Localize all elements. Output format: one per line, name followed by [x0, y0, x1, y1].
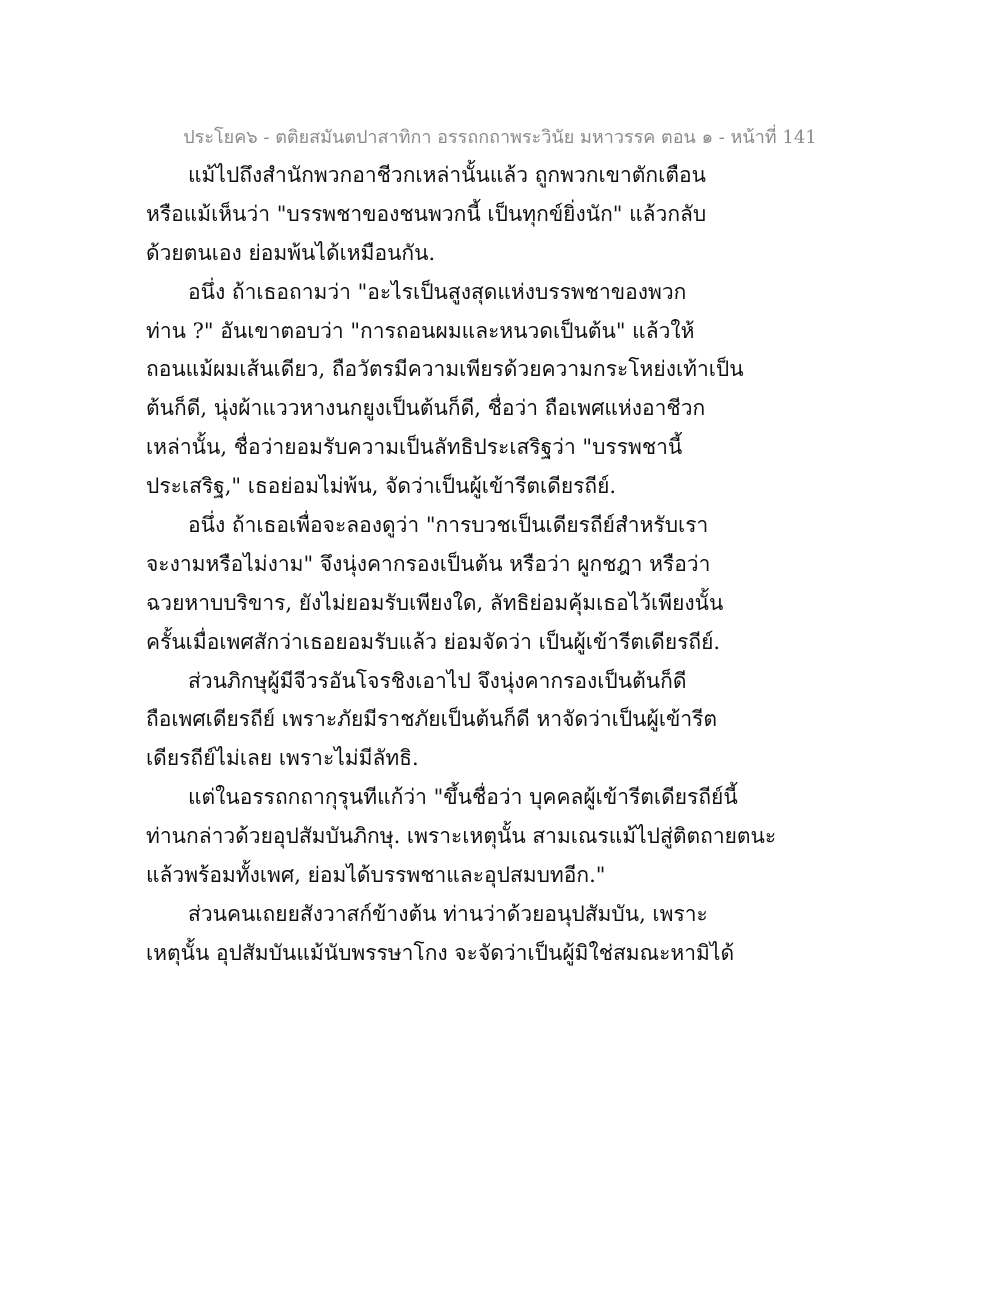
- page-header: ประโยค๖ - ตติยสมันตปาสาทิกา อรรถกถาพระวินัย มหาวรรค ตอน ๑ - หน้าที่ 141: [183, 127, 817, 148]
- text-line: ท่านกล่าวด้วยอุปสัมบันภิกษุ. เพราะเหตุนั้น สามเณรแม้ไปสู่ติตถายตนะ: [146, 824, 777, 849]
- text-line: ส่วนคนเถยยสังวาสก์ข้างต้น ท่านว่าด้วยอนุปสัมบัน, เพราะ: [188, 901, 708, 926]
- text-line: แล้วพร้อมทั้งเพศ, ย่อมได้บรรพชาและอุปสมบทอีก.": [146, 863, 606, 888]
- text-line: ประเสริฐ," เธอย่อมไม่พ้น, จัดว่าเป็นผู้เข้ารีตเดียรถีย์.: [146, 474, 617, 499]
- text-line: ถอนแม้ผมเส้นเดียว, ถือวัตรมีความเพียรด้วยความกระโหย่งเท้าเป็น: [146, 357, 744, 382]
- text-line: อนึ่ง ถ้าเธอถามว่า "อะไรเป็นสูงสุดแห่งบรรพชาของพวก: [188, 279, 687, 304]
- text-line: เหตุนั้น อุปสัมบันแม้นับพรรษาโกง จะจัดว่าเป็นผู้มิใช่สมณะหามิได้: [146, 940, 735, 965]
- text-line: ด้วยตนเอง ย่อมพ้นได้เหมือนกัน.: [146, 240, 436, 265]
- text-line: อนึ่ง ถ้าเธอเพื่อจะลองดูว่า "การบวชเป็นเดียรถีย์สำหรับเรา: [188, 513, 709, 538]
- text-line: ส่วนภิกษุผู้มีจีวรอันโจรชิงเอาไป จึงนุ่งคากรองเป็นต้นก็ดี: [188, 668, 687, 693]
- text-line: ถือเพศเดียรถีย์ เพราะภัยมีราชภัยเป็นต้นก็ดี หาจัดว่าเป็นผู้เข้ารีต: [146, 707, 718, 732]
- text-line: จะงามหรือไม่งาม" จึงนุ่งคากรองเป็นต้น หรือว่า ผูกชฎา หรือว่า: [146, 551, 711, 576]
- text-line: หรือแม้เห็นว่า "บรรพชาของชนพวกนี้ เป็นทุกข์ยิ่งนัก" แล้วกลับ: [146, 201, 707, 226]
- text-line: เหล่านั้น, ชื่อว่ายอมรับความเป็นลัทธิประเสริฐว่า "บรรพชานี้: [146, 435, 683, 460]
- text-line: ฉวยหาบบริขาร, ยังไม่ยอมรับเพียงใด, ลัทธิย่อมคุ้มเธอไว้เพียงนั้น: [146, 590, 724, 615]
- text-line: แต่ในอรรถกถากุรุนทีแก้ว่า "ขึ้นชื่อว่า บุคคลผู้เข้ารีตเดียรถีย์นี้: [188, 785, 738, 810]
- text-line: ท่าน ?" อันเขาตอบว่า "การถอนผมและหนวดเป็นต้น" แล้วให้: [146, 318, 695, 343]
- text-line: เดียรถีย์ไม่เลย เพราะไม่มีลัทธิ.: [146, 746, 419, 771]
- text-line: ต้นก็ดี, นุ่งผ้าแววหางนกยูงเป็นต้นก็ดี, ชื่อว่า ถือเพศแห่งอาชีวก: [146, 396, 706, 421]
- text-line: แม้ไปถึงสำนักพวกอาชีวกเหล่านั้นแล้ว ถูกพวกเขาตักเตือน: [188, 163, 706, 187]
- body-text: [146, 156, 866, 973]
- text-line: ครั้นเมื่อเพศสักว่าเธอยอมรับแล้ว ย่อมจัดว่า เป็นผู้เข้ารีตเดียรถีย์.: [146, 629, 721, 654]
